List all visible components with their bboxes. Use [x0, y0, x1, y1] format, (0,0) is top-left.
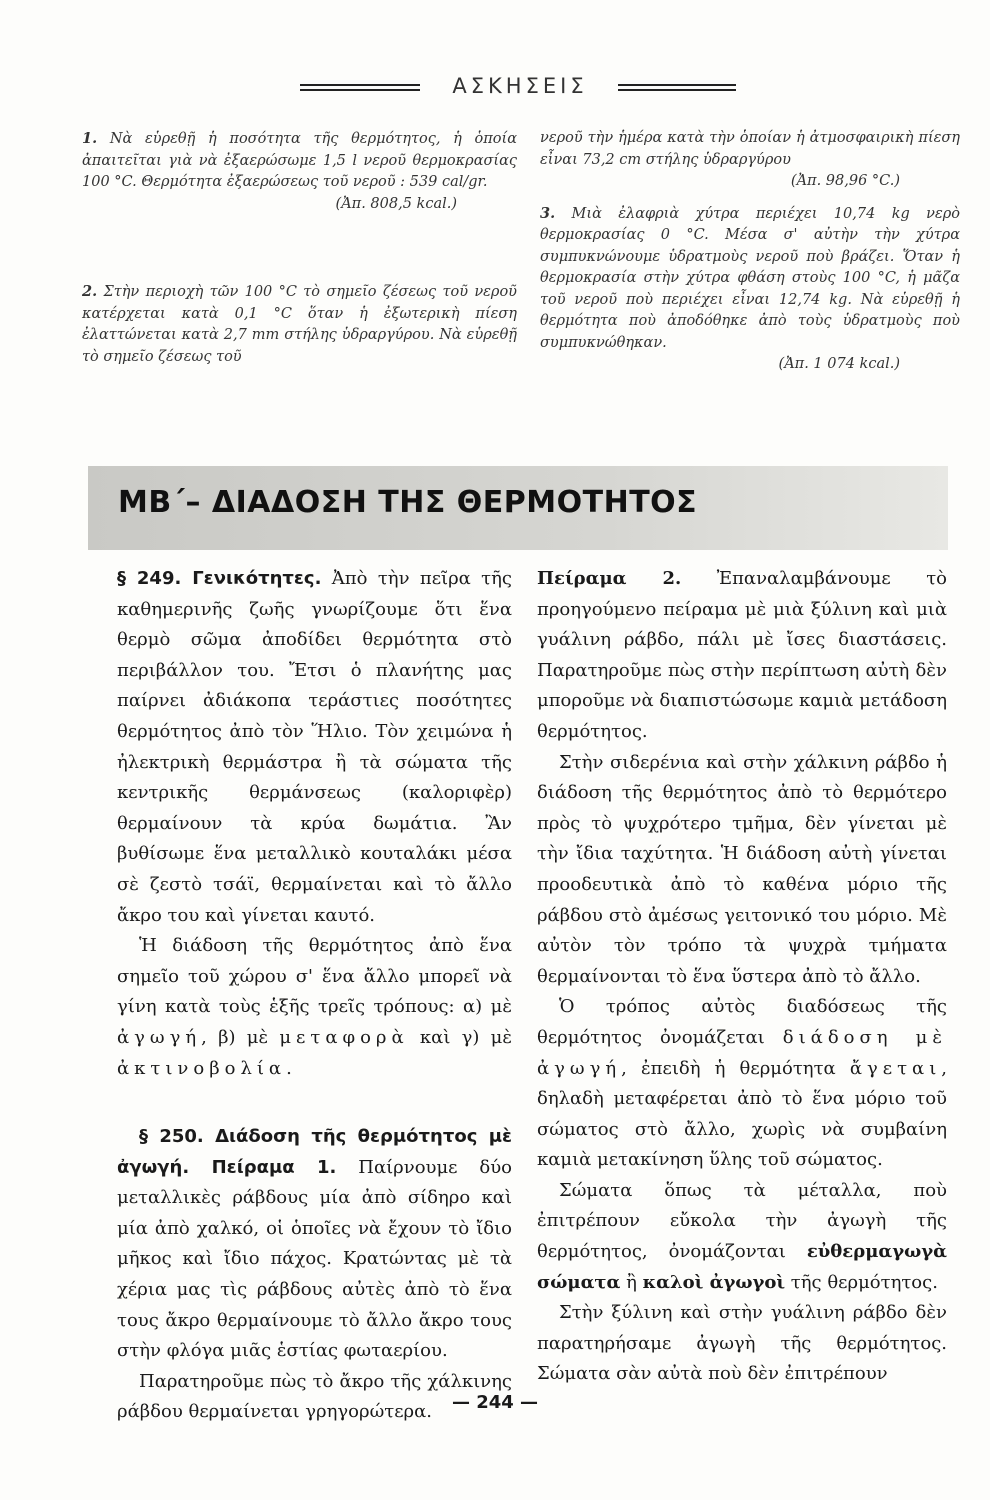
experiment-heading: Πείραμα 2. [537, 568, 682, 589]
header-rule-right [618, 84, 736, 91]
spaced-term: ἄγεται [849, 1057, 942, 1079]
exercise-number: 1. [82, 130, 98, 147]
exercises-right-column [540, 128, 960, 376]
exercise-text: Νὰ εὑρεθῇ ἡ ποσότητα τῆς θερμότητος, ἡ ὁποία ἀπαιτεῖται γιὰ νὰ ἐξαερώσωμε 1,5 l νεροῦ θερμοκρασίας 100 °C. Θερμότητα ἐξαερώσεως τοῦ νεροῦ : 539 cal/gr. [82, 131, 517, 190]
section-heading: § 250. Διάδοση τῆς θερμότητος μὲ ἀγωγή. Πείραμα 1. [117, 1126, 512, 1178]
bold-term: καλοὶ ἀγωγοὶ [642, 1271, 786, 1293]
paragraph: Στὴν ξύλινη καὶ στὴν γυάλινη ράβδο δὲν παρατηρήσαμε ἀγωγὴ τῆς θερμότητος. Σώματα σὰν αὐτὰ ποὺ δὲν ἐπιτρέπουν [537, 1302, 947, 1385]
section-249-paragraph [117, 564, 512, 931]
spaced-term: ἀγωγή [117, 1026, 202, 1048]
paragraph-text: ἢ [620, 1271, 643, 1293]
bold-term: εὐθερμαγωγὰ σώματα [537, 1241, 947, 1293]
paragraph-text: Σώματα ὅπως τὰ μέταλλα, ποὺ ἐπιτρέπουν εὔκολα τὴν ἀγωγὴ τῆς θερμότητος, ὀνομάζονται [537, 1179, 947, 1263]
paragraph-text: Ὁ τρόπος αὐτὸς διαδόσεως τῆς θερμότητος ὀνομάζεται [537, 996, 947, 1048]
exercises-left-column [82, 128, 517, 368]
paragraph-text: Ἐπαναλαμβάνουμε τὸ προηγούμενο πείραμα μὲ μιὰ ξύλινη καὶ μιὰ γυάλινη ράβδο, πάλι μὲ ἴσες διαστάσεις. Παρατηροῦμε πὼς στὴν περίπτωση αὐτὴ δὲν μποροῦμε νὰ διαπιστώσωμε καμιὰ μετάδοση θερμότητος. [537, 568, 947, 742]
exercise-answer: (Ἀπ. 808,5 kcal.) [335, 195, 457, 212]
paragraph-text: Ἀπὸ τὴν πεῖρα τῆς καθημερινῆς ζωῆς γνωρίζουμε ὅτι ἕνα θερμὸ σῶμα ἀποδίδει θερμότητα στὸ περιβάλλον του. Ἔτσι ὁ πλανήτης μας παίρνει ἀδιάκοπα τεράστιες ποσότητες θερμότητος ἀπὸ τὸν Ἥλιο. Τὸν χειμώνα ἡ ἠλεκτρικὴ θερμάστρα ἢ τὰ σώματα τῆς κεντρικῆς θερμάνσεως (καλοριφὲρ) θερμαίνουν τὰ κρύα δωμάτια. Ἂν βυθίσωμε ἕνα μεταλλικὸ κουταλάκι μέσα σὲ ζεστὸ τσάϊ, θερμαίνεται καὶ τὸ ἄλλο ἄκρο του καὶ γίνεται καυτό. [117, 568, 512, 926]
main-left-column [117, 564, 512, 1428]
spaced-term: διάδοση μὲ ἀγωγή [537, 1026, 948, 1079]
exercise-text: Μιὰ ἐλαφριὰ χύτρα περιέχει 10,74 kg νερὸ θερμοκρασίας 0 °C. Μέσα σ' αὐτὴν τὴν χύτρα συμπυκνώνουμε ὑδρατμοὺς νεροῦ ποὺ βράζει. Ὅταν ἡ θερμοκρασία στὴν χύτρα φθάση στοὺς 100 °C, ἡ μᾶζα τοῦ νεροῦ ποὺ περιέχει εἶναι 12,74 kg. Νὰ εὑρεθῇ ἡ θερμότητα ποὺ ἀποδόθηκε ἀπὸ τοὺς ὑδρατμοὺς ποὺ συμπυκνώθηκαν. [540, 205, 960, 351]
paragraph-text: καὶ γ) μὲ [408, 1026, 512, 1048]
section-250-paragraph [117, 1122, 512, 1367]
exercise-number: 3. [540, 204, 556, 222]
paragraph [117, 931, 512, 1084]
exercise-3 [540, 203, 960, 355]
paragraph: Παρατηροῦμε πὼς τὸ ἄκρο τῆς χάλκινης ράβδου θερμαίνεται γρηγορώτερα. [117, 1370, 512, 1423]
paragraph-text: , ἐπειδὴ ἡ θερμότητα [621, 1057, 850, 1079]
paragraph-text: , β) μὲ [201, 1026, 280, 1048]
paragraph-text: Παίρνουμε δύο μεταλλικὲς ράβδους μία ἀπὸ σίδηρο καὶ μία ἀπὸ χαλκό, οἱ ὁποῖες νὰ ἔχουν τὸ ἴδιο μῆκος καὶ ἴδιο πάχος. Κρατώντας μὲ τὰ χέρια μας τὶς ράβδους αὐτὲς ἀπὸ τὸ ἕνα τους ἄκρο θερμαίνουμε τὸ ἄλλο ἄκρο τους στὴν φλόγα μιᾶς ἑστίας φωταερίου. [117, 1156, 512, 1362]
exercise-1 [82, 128, 517, 194]
exercise-2-continued: νεροῦ τὴν ἡμέρα κατὰ τὴν ὁποίαν ἡ ἀτμοσφαιρικὴ πίεση εἶναι 73,2 cm στήλης ὑδραργύρου [540, 130, 960, 168]
spaced-term: ἀκτινοβολία [117, 1057, 287, 1079]
spaced-term: μεταφορὰ [279, 1026, 409, 1048]
page-number: — 244 — [451, 1392, 539, 1413]
section-heading: § 249. Γενικότητες. [117, 568, 322, 589]
experiment-2-paragraph [537, 564, 947, 748]
exercise-answer: (Ἀπ. 98,96 °C.) [790, 173, 900, 189]
header-title: ΑΣΚΗΣΕΙΣ [452, 74, 588, 98]
paragraph [537, 1176, 947, 1298]
exercise-answer: (Ἀπ. 1 074 kcal.) [778, 356, 900, 372]
paragraph [537, 992, 947, 1176]
chapter-title: ΜΒ΄– ΔΙΑΔΟΣΗ ΤΗΣ ΘΕΡΜΟΤΗΤΟΣ [118, 485, 698, 520]
running-header [0, 74, 990, 104]
paragraph-text: Ἡ διάδοση τῆς θερμότητος ἀπὸ ἕνα σημεῖο τοῦ χώρου σ' ἕνα ἄλλο μπορεῖ νὰ γίνη κατὰ τοὺς ἑξῆς τρεῖς τρόπους: α) μὲ [117, 935, 512, 1018]
paragraph-text: τῆς θερμότητος. [785, 1271, 938, 1293]
exercise-text: Στὴν περιοχὴ τῶν 100 °C τὸ σημεῖο ζέσεως τοῦ νεροῦ κατέρχεται κατὰ 0,1 °C ὅταν ἡ ἐξωτερικὴ πίεση ἐλαττώνεται κατὰ 2,7 mm στήλης ὑδραργύρου. Νὰ εὑρεθῇ τὸ σημεῖο ζέσεως τοῦ [82, 284, 517, 365]
paragraph-text: , δηλαδὴ μεταφέρεται ἀπὸ τὸ ἕνα μόριο τοῦ σώματος στὸ ἄλλο, χωρὶς νὰ συμβαίνη καμιὰ μετακίνηση ὕλης τοῦ σώματος. [537, 1057, 947, 1171]
header-rule-left [300, 84, 420, 91]
paragraph: Στὴν σιδερένια καὶ στὴν χάλκινη ράβδο ἡ διάδοση τῆς θερμότητος ἀπὸ τὸ θερμότερο πρὸς τὸ ψυχρότερο τμῆμα, δὲν γίνεται μὲ τὴν ἴδια ταχύτητα. Ἡ διάδοση αὐτὴ γίνεται προοδευτικὰ ἀπὸ τὸ καθένα μόριο τῆς ράβδου στὸ ἀμέσως γειτονικό του μόριο. Μὲ αὐτὸν τὸν τρόπο τὰ ψυχρὰ τμήματα θερμαίνονται τὸ ἕνα ὕστερα ἀπὸ τὸ ἄλλο. [537, 751, 947, 987]
main-right-column [537, 564, 947, 1390]
exercise-2 [82, 281, 517, 368]
paragraph-text: . [286, 1057, 292, 1079]
exercise-number: 2. [82, 283, 98, 300]
